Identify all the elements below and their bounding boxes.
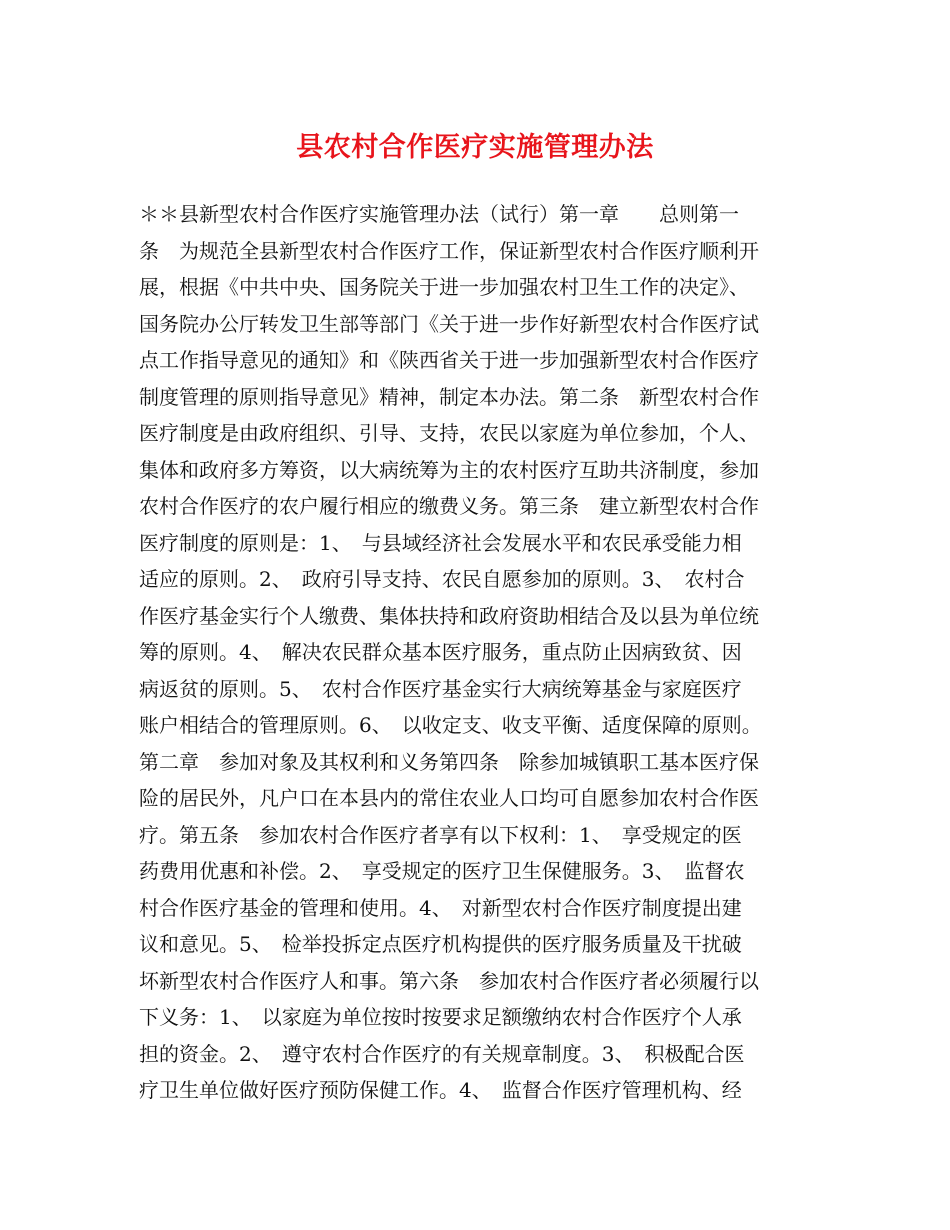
body-text-line: 第二章 参加对象及其权利和义务第四条 除参加城镇职工基本医疗保 <box>139 749 759 774</box>
body-text-line: 担的资金。2、 遵守农村合作医疗的有关规章制度。3、 积极配合医 <box>139 1041 745 1066</box>
body-text-line: 点工作指导意见的通知》和《陕西省关于进一步加强新型农村合作医疗 <box>139 348 759 372</box>
body-text-line: 疗。第五条 参加农村合作医疗者享有以下权利：1、 享受规定的医 <box>139 822 742 847</box>
body-text-line: 条 为规范全县新型农村合作医疗工作，保证新型农村合作医疗顺利开 <box>139 238 759 263</box>
body-text-line: 账户相结合的管理原则。6、 以收定支、收支平衡、适度保障的原则。 <box>139 713 762 737</box>
body-text-line: 作医疗基金实行个人缴费、集体扶持和政府资助相结合及以县为单位统 <box>139 603 759 628</box>
body-text-line: 农村合作医疗的农户履行相应的缴费义务。第三条 建立新型农村合作 <box>139 494 759 518</box>
body-text-line: 制度管理的原则指导意见》精神，制定本办法。第二条 新型农村合作 <box>139 384 759 409</box>
body-text-line: 险的居民外，凡户口在本县内的常住农业人口均可自愿参加农村合作医 <box>139 786 759 810</box>
body-text-line: 国务院办公厅转发卫生部等部门《关于进一步作好新型农村合作医疗试 <box>139 311 759 336</box>
body-text-line: 筹的原则。4、 解决农民群众基本医疗服务，重点防止因病致贫、因 <box>139 640 742 664</box>
body-text-line: 展，根据《中共中央、国务院关于进一步加强农村卫生工作的决定》、 <box>139 275 749 299</box>
body-text-line: 坏新型农村合作医疗人和事。第六条 参加农村合作医疗者必须履行以 <box>139 968 759 993</box>
body-text-line: ＊＊县新型农村合作医疗实施管理办法（试行）第一章 总则第一 <box>139 202 739 226</box>
body-text-line: 村合作医疗基金的管理和使用。4、 对新型农村合作医疗制度提出建 <box>139 895 742 920</box>
document-body <box>139 196 829 1109</box>
body-text-line: 集体和政府多方筹资，以大病统筹为主的农村医疗互助共济制度，参加 <box>139 457 759 482</box>
body-text-line: 病返贫的原则。5、 农村合作医疗基金实行大病统筹基金与家庭医疗 <box>139 676 742 701</box>
body-text-line: 下义务：1、 以家庭为单位按时按要求足额缴纳农村合作医疗个人承 <box>139 1005 742 1029</box>
body-text-line: 医疗制度是由政府组织、引导、支持，农民以家庭为单位参加，个人、 <box>139 421 759 445</box>
document-title: 县农村合作医疗实施管理办法 <box>296 132 654 163</box>
body-text-line: 药费用优惠和补偿。2、 享受规定的医疗卫生保健服务。3、 监督农 <box>139 859 745 883</box>
body-text-line: 疗卫生单位做好医疗预防保健工作。4、 监督合作医疗管理机构、经 <box>139 1078 742 1102</box>
body-text-line: 适应的原则。2、 政府引导支持、农民自愿参加的原则。3、 农村合 <box>139 567 745 591</box>
body-text-line: 医疗制度的原则是：1、 与县域经济社会发展水平和农民承受能力相 <box>139 530 742 555</box>
body-text-line: 议和意见。5、 检举投拆定点医疗机构提供的医疗服务质量及干扰破 <box>139 932 742 956</box>
